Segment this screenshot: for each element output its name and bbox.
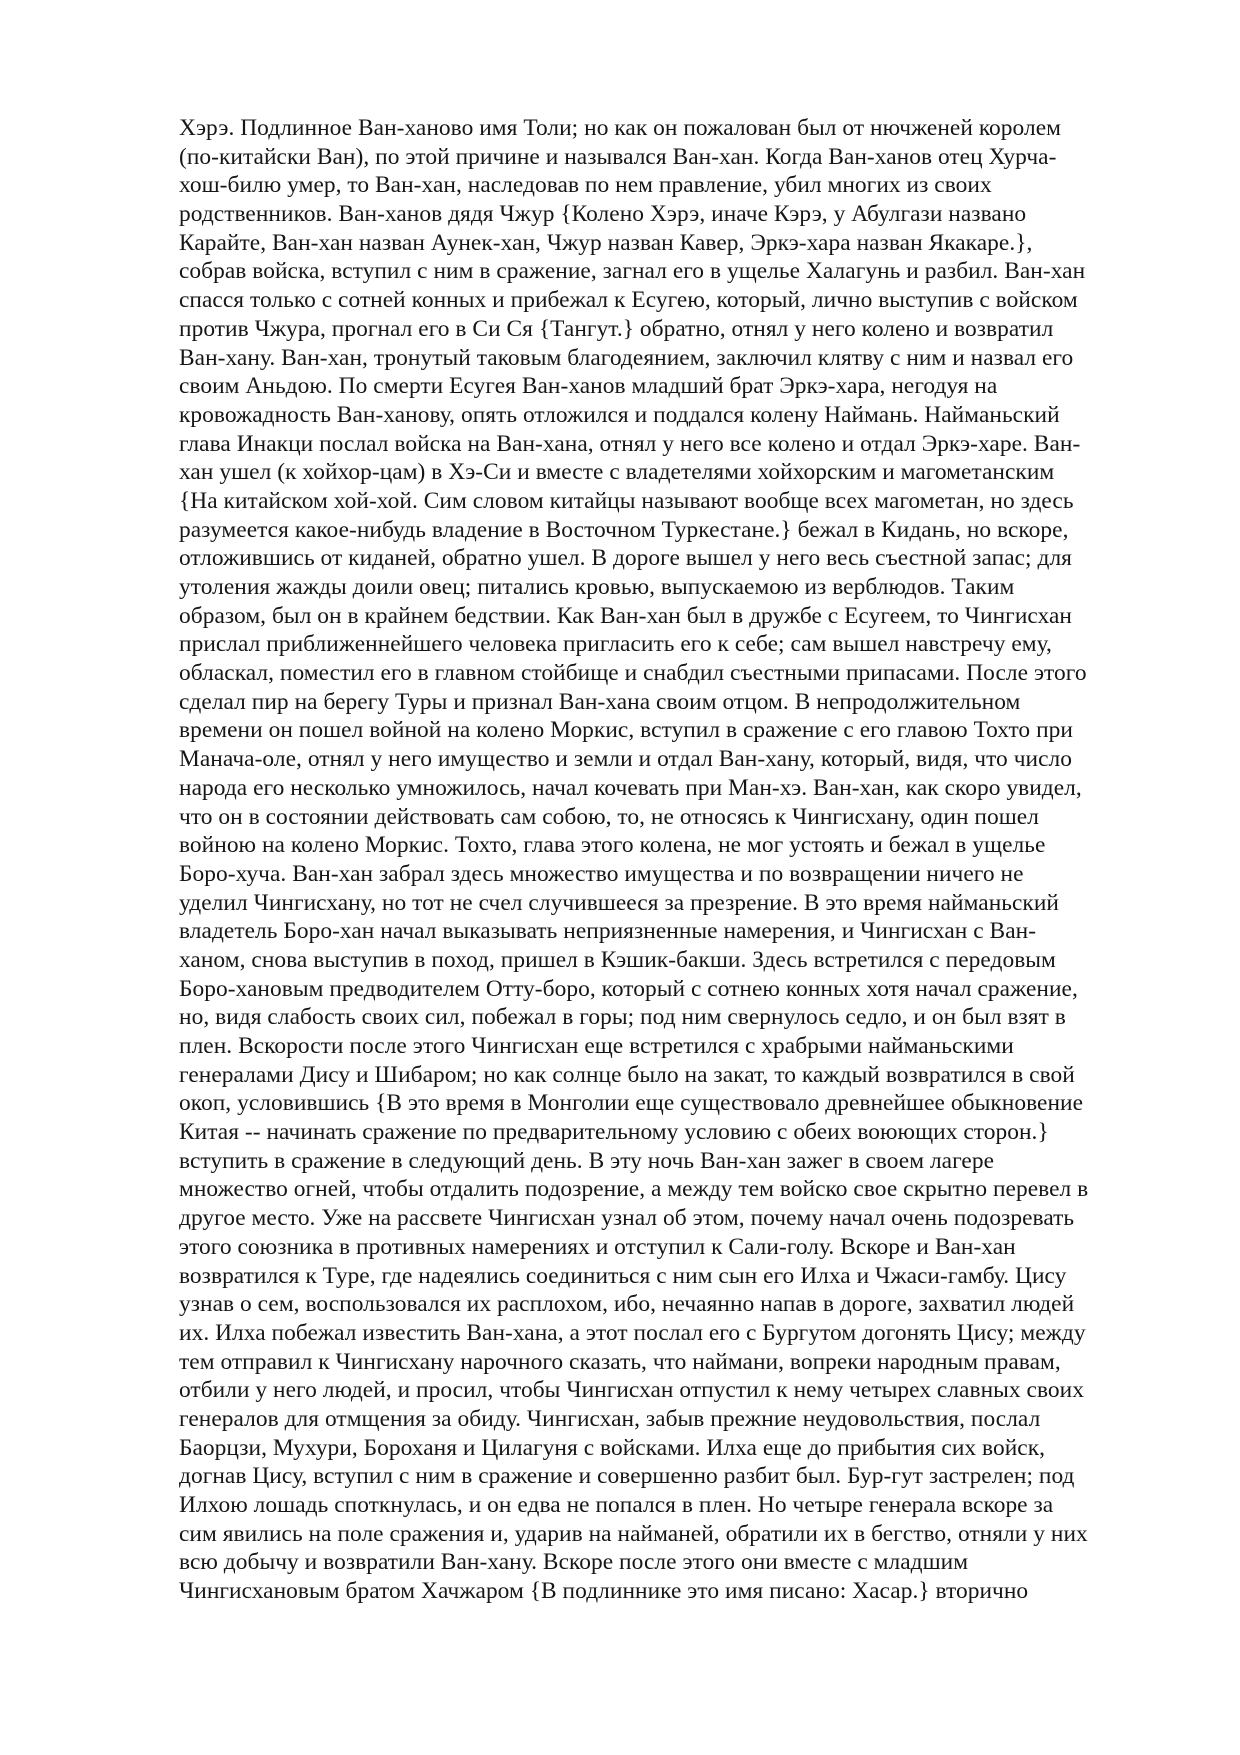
text-line: возвратился к Туре, где надеялись соединиться с ним сын его Илха и Чжаси-гамбу. Цису bbox=[179, 1262, 1067, 1289]
text-line: уделил Чингисхану, но тот не счел случившееся за презрение. В это время найманьский bbox=[179, 889, 1059, 916]
text-line: Баорцзи, Мухури, Бороханя и Цилагуня с войсками. Илха еще до прибытия сих войск, bbox=[179, 1434, 1046, 1461]
text-line: другое место. Уже на рассвете Чингисхан узнал об этом, почему начал очень подозревать bbox=[179, 1205, 1075, 1232]
text-line: Ван-хану. Ван-хан, тронутый таковым благодеянием, заключил клятву с ним и назвал его bbox=[179, 344, 1074, 371]
text-line: сделал пир на берегу Туры и признал Ван-хана своим отцом. В непродолжительном bbox=[179, 688, 1021, 715]
text-line: хош-билю умер, то Ван-хан, наследовав по нем правление, убил многих из своих bbox=[179, 172, 992, 199]
text-line: отложившись от киданей, обратно ушел. В дороге вышел у него весь съестной запас; для bbox=[179, 545, 1072, 572]
text-line: догнав Цису, вступил с ним в сражение и совершенно разбит был. Бур-гут застрелен; под bbox=[179, 1463, 1075, 1490]
text-line: Хэрэ. Подлинное Ван-ханово имя Толи; но как он пожалован был от нючженей королем bbox=[179, 115, 1061, 141]
text-line: образом, был он в крайнем бедствии. Как Ван-хан был в дружбе с Есугеем, то Чингисхан bbox=[179, 602, 1072, 629]
text-line: времени он пошел войной на колено Моркис, вступил в сражение с его главою Тохто при bbox=[179, 717, 1073, 744]
text-line: Илхою лошадь споткнулась, и он едва не попался в плен. Но четыре генерала вскоре за bbox=[179, 1492, 1054, 1518]
text-line: но, видя слабость своих сил, побежал в горы; под ним свернулось седло, и он был взят в bbox=[179, 1004, 1066, 1031]
text-line: Боро-хановым предводителем Отту-боро, который с сотнею конных хотя начал сражение, bbox=[179, 975, 1078, 1002]
text-line: множество огней, чтобы отдалить подозрение, а между тем войско свое скрытно перевел в bbox=[179, 1176, 1089, 1203]
text-line: против Чжура, прогнал его в Си Ся {Тангут.} обратно, отнял у него колено и возвратил bbox=[179, 315, 1054, 342]
text-line: своим Аньдою. По смерти Есугея Ван-ханов младший брат Эркэ-хара, негодуя на bbox=[179, 373, 998, 400]
text-line: владетель Боро-хан начал выказывать неприязненные намерения, и Чингисхан с Ван- bbox=[179, 918, 1037, 945]
text-line: войною на колено Моркис. Тохто, глава этого колена, не мог устоять и бежал в ущелье bbox=[179, 832, 1046, 859]
text-line: отбили у него людей, и просил, чтобы Чингисхан отпустил к нему четырех славных своих bbox=[179, 1377, 1084, 1404]
text-line: Карайте, Ван-хан назван Аунек-хан, Чжур назван Кавер, Эркэ-хара назван Якакаре.}, bbox=[179, 229, 1033, 256]
text-line: хан ушел (к хойхор-цам) в Хэ-Си и вместе с владетелями хойхорским и магометанским bbox=[179, 459, 1055, 486]
text-line: окоп, условившись {В это время в Монголии еще существовало древнейшее обыкновение bbox=[179, 1090, 1084, 1117]
text-line: ханом, снова выступив в поход, пришел в Кэшик-бакши. Здесь встретился с передовым bbox=[179, 946, 1056, 973]
text-line: обласкал, поместил его в главном стойбище и снабдил съестными припасами. После этого bbox=[179, 660, 1087, 687]
text-line: кровожадность Ван-ханову, опять отложился и поддался колену Наймань. Найманьский bbox=[179, 401, 1060, 428]
body-text bbox=[179, 114, 1139, 1606]
text-line: Китая -- начинать сражение по предварительному условию с обеих воюющих сторон.} bbox=[179, 1119, 1049, 1146]
text-line: прислал приближеннейшего человека пригласить его к себе; сам вышел навстречу ему, bbox=[179, 631, 1052, 658]
text-line: (по-китайски Ван), по этой причине и назывался Ван-хан. Когда Ван-ханов отец Хурча- bbox=[179, 143, 1057, 170]
text-line: всю добычу и возвратили Ван-хану. Вскоре после этого они вместе с младшим bbox=[179, 1549, 969, 1576]
text-line: глава Инакци послал войска на Ван-хана, отнял у него все колено и отдал Эркэ-харе. Ван- bbox=[179, 430, 1081, 457]
text-line: их. Илха побежал известить Ван-хана, а этот послал его с Бургутом догонять Цису; между bbox=[179, 1319, 1086, 1346]
text-line: плен. Вскорости после этого Чингисхан еще встретился с храбрыми найманьскими bbox=[179, 1033, 1014, 1059]
text-line: генералами Дису и Шибаром; но как солнце было на закат, то каждый возвратился в свой bbox=[179, 1061, 1075, 1088]
text-line: узнав о сем, воспользовался их расплохом, ибо, нечаянно напав в дороге, захватил людей bbox=[179, 1291, 1075, 1318]
text-line: вступить в сражение в следующий день. В эту ночь Ван-хан зажег в своем лагере bbox=[179, 1147, 995, 1174]
text-line: тем отправил к Чингисхану нарочного сказать, что наймани, вопреки народным правам, bbox=[179, 1348, 1061, 1375]
text-line: Манача-оле, отнял у него имущество и земли и отдал Ван-хану, который, видя, что число bbox=[179, 746, 1072, 773]
text-line: Боро-хуча. Ван-хан забрал здесь множество имущества и по возвращении ничего не bbox=[179, 860, 1024, 887]
text-line: собрав войска, вступил с ним в сражение, загнал его в ущелье Халагунь и разбил. Ван-хан bbox=[179, 258, 1086, 285]
text-line: утоления жажды доили овец; питались кровью, выпускаемою из верблюдов. Таким bbox=[179, 574, 1015, 600]
text-line: сим явились на поле сражения и, ударив на найманей, обратили их в бегство, отняли у них bbox=[179, 1520, 1088, 1547]
text-line: этого союзника в противных намерениях и отступил к Сали-голу. Вскоре и Ван-хан bbox=[179, 1233, 1016, 1260]
text-line: родственников. Ван-ханов дядя Чжур {Колено Хэрэ, иначе Кэрэ, у Абулгази названо bbox=[179, 201, 1027, 228]
text-line: {На китайском хой-хой. Сим словом китайцы называют вообще всех магометан, но здесь bbox=[179, 487, 1074, 514]
text-line: Чингисхановым братом Хачжаром {В подлиннике это имя писано: Хасар.} вторично bbox=[179, 1578, 1029, 1605]
text-line: народа его несколько умножилось, начал кочевать при Ман-хэ. Ван-хан, как скоро увидел, bbox=[179, 774, 1082, 801]
text-line: что он в состоянии действовать сам собою, то, не относясь к Чингисхану, один пошел bbox=[179, 803, 1039, 830]
text-line: генералов для отмщения за обиду. Чингисхан, забыв прежние неудовольствия, послал bbox=[179, 1405, 1041, 1432]
text-line: разумеется какое-нибудь владение в Восточном Туркестане.} бежал в Кидань, но вскоре, bbox=[179, 516, 1069, 543]
text-line: спасся только с сотней конных и прибежал к Есугею, который, лично выступив с войском bbox=[179, 287, 1078, 314]
